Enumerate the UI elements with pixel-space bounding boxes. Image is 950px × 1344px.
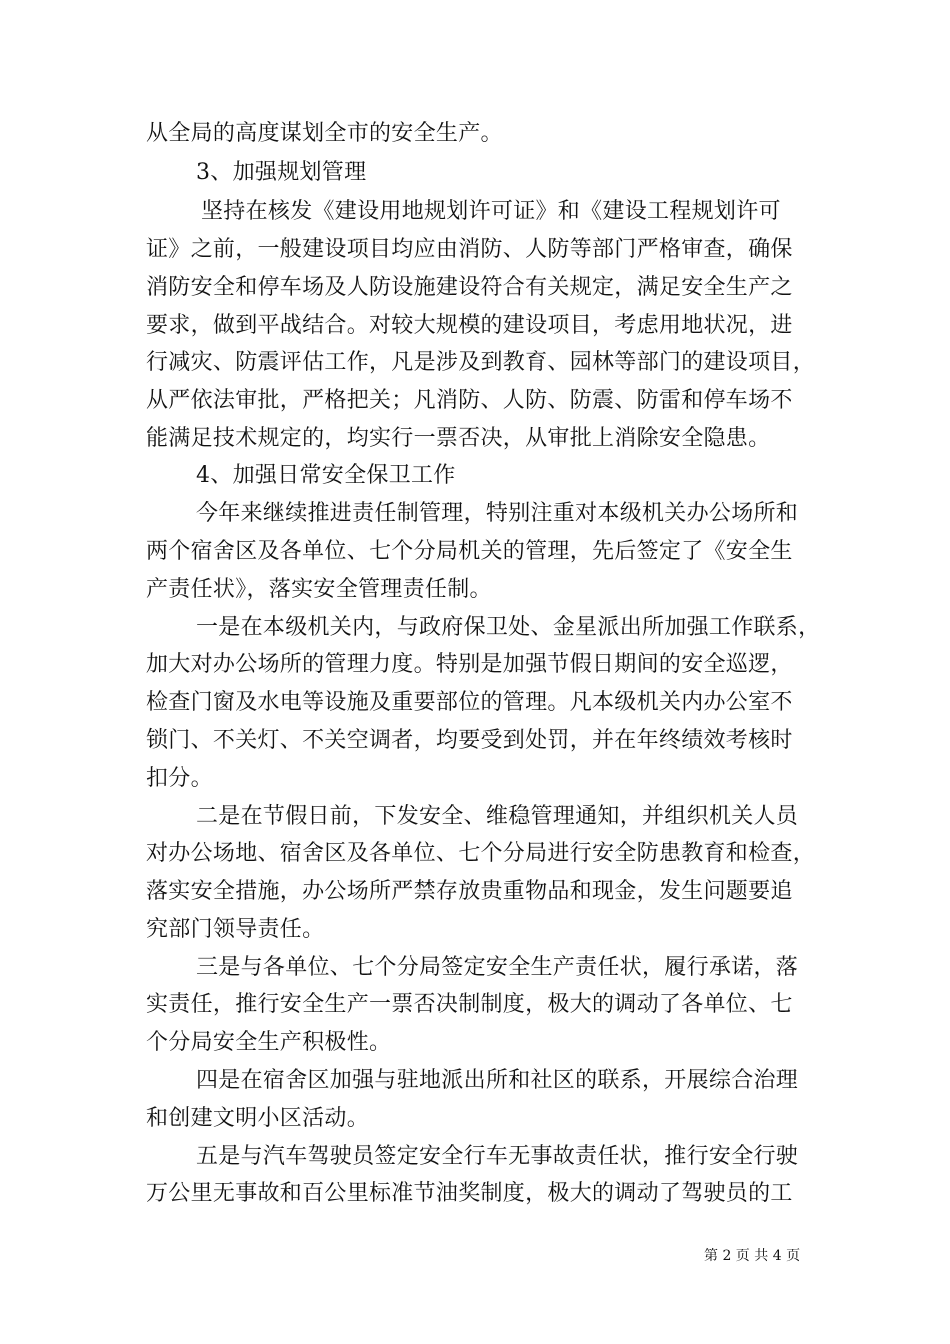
text-line: 产责任状》，落实安全管理责任制。	[146, 577, 492, 602]
text-line: 证》之前，一般建设项目均应由消防、人防等部门严格审查，确保	[146, 237, 793, 262]
text-line: 从严依法审批，严格把关；凡消防、人防、防震、防雷和停车场不	[146, 388, 793, 413]
text-line: 个分局安全生产积极性。	[146, 1030, 392, 1055]
page-number: 第 2 页 共 4 页	[704, 1248, 801, 1264]
text-line: 三是与各单位、七个分局签定安全生产责任状，履行承诺，落	[196, 955, 799, 980]
text-line: 扣分。	[146, 766, 213, 791]
text-line: 从全局的高度谋划全市的安全生产。	[146, 121, 503, 146]
text-line: 两个宿舍区及各单位、七个分局机关的管理，先后签定了《安全生	[146, 539, 793, 564]
text-line: 四是在宿舍区加强与驻地派出所和社区的联系，开展综合治理	[196, 1068, 799, 1093]
text-line: 检查门窗及水电等设施及重要部位的管理。凡本级机关内办公室不	[146, 690, 793, 715]
text-line: 实责任，推行安全生产一票否决制制度，极大的调动了各单位、七	[146, 992, 793, 1017]
text-line: 万公里无事故和百公里标准节油奖制度，极大的调动了驾驶员的工	[146, 1181, 793, 1206]
text-line: 今年来继续推进责任制管理，特别注重对本级机关办公场所和	[196, 501, 799, 526]
text-line: 消防安全和停车场及人防设施建设符合有关规定，满足安全生产之	[146, 275, 793, 300]
text-line: 要求，做到平战结合。对较大规模的建设项目，考虑用地状况，进	[146, 313, 793, 338]
text-line: 加大对办公场所的管理力度。特别是加强节假日期间的安全巡逻，	[146, 652, 793, 677]
text-line: 落实安全措施，办公场所严禁存放贵重物品和现金，发生问题要追	[146, 879, 793, 904]
text-line: 能满足技术规定的，均实行一票否决，从审批上消除安全隐患。	[146, 426, 771, 451]
text-line: 一是在本级机关内，与政府保卫处、金星派出所加强工作联系，	[196, 615, 821, 640]
text-line: 对办公场地、宿舍区及各单位、七个分局进行安全防患教育和检查，	[146, 841, 816, 866]
text-line: 坚持在核发《建设用地规划许可证》和《建设工程规划许可	[201, 199, 781, 224]
section-heading: 3、加强规划管理	[196, 160, 367, 185]
text-line: 究部门领导责任。	[146, 917, 325, 942]
text-line: 行减灾、防震评估工作，凡是涉及到教育、园林等部门的建设项目，	[146, 350, 816, 375]
text-line: 五是与汽车驾驶员签定安全行车无事故责任状，推行安全行驶	[196, 1144, 799, 1169]
text-line: 二是在节假日前，下发安全、维稳管理通知，并组织机关人员	[196, 804, 799, 829]
section-heading: 4、加强日常安全保卫工作	[196, 463, 456, 488]
text-line: 锁门、不关灯、不关空调者，均要受到处罚，并在年终绩效考核时	[146, 728, 793, 753]
text-line: 和创建文明小区活动。	[146, 1106, 370, 1131]
